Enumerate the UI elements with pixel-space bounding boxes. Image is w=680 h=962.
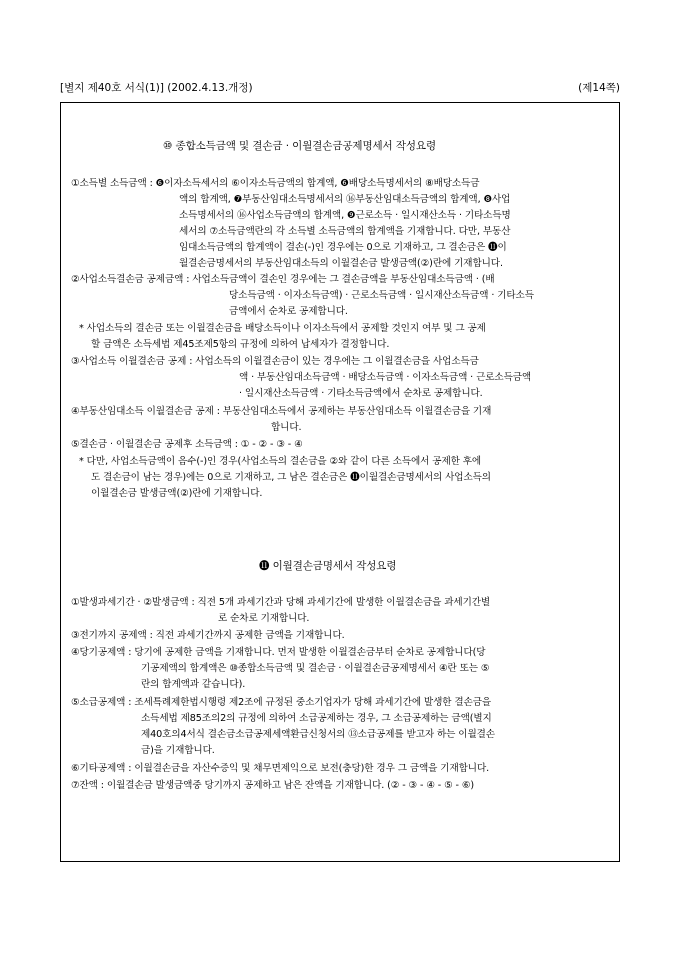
text-line: 기공제액의 합계액은 ⑩종합소득금액 및 결손금 · 이월결손금공제명세서 ④란 또는 ⑤ <box>141 663 490 674</box>
text-line: 금)을 기재합니다. <box>141 745 215 756</box>
note-line: 이월결손금 발생금액(②)란에 기재합니다. <box>91 488 263 499</box>
text-line: 소득명세서의 ⑯사업소득금액의 합계액, ❾근로소득 · 일시재산소득 · 기타소득명 <box>179 210 511 221</box>
text-line: ⑦잔액 : 이월결손금 발생금액중 당기까지 공제하고 남은 잔액을 기재합니다. (② - ③ - ④ - ⑤ - ⑥) <box>71 780 474 791</box>
note-line: * 사업소득의 결손금 또는 이월결손금을 배당소득이나 이자소득에서 공제할 것인지 여부 및 그 공제 <box>79 323 486 334</box>
text-line: ⑤결손금 · 이월결손금 공제후 소득금액 : ① - ② - ③ - ④ <box>71 439 303 450</box>
text-line: 제40호의4서식 결손금소급공제세액환급신청서의 ⑬소급공제를 받고자 하는 이월결손 <box>141 729 495 740</box>
text-line: 월결손금명세서의 부동산임대소득의 이월결손금 발생금액(②)란에 기재합니다. <box>179 258 503 269</box>
text-line: 금액에서 순차로 공제합니다. <box>229 306 348 317</box>
text-line: 당소득금액 · 이자소득금액) · 근로소득금액 · 일시재산소득금액 · 기타소득 <box>229 290 534 301</box>
text-line: 액 · 부동산임대소득금액 · 배당소득금액 · 이자소득금액 · 근로소득금액 <box>239 372 532 383</box>
text-line: 합니다. <box>271 422 302 433</box>
text-line: 로 순차로 기재합니다. <box>218 613 310 624</box>
page-header <box>60 80 620 96</box>
text-line: ④당기공제액 : 당기에 공제한 금액을 기재합니다. 먼저 발생한 이월결손금부터 순차로 공제합니다(당 <box>71 647 486 658</box>
text-line: ④부동산임대소득 이월결손금 공제 : 부동산임대소득에서 공제하는 부동산임대소득 이월결손금을 기재 <box>71 406 492 417</box>
text-line: 세서의 ⑦소득금액란의 각 소득별 소득금액의 합계액을 기재합니다. 다만, 부동산 <box>179 226 511 237</box>
form-label: [별지 제40호 서식(1)] (2002.4.13.개정) <box>60 82 253 94</box>
text-line: ⑥기타공제액 : 이월결손금을 자산수증익 및 채무면제익으로 보전(충당)한 경우 그 금액을 기재합니다. <box>71 763 490 774</box>
note-line: 도 결손금이 남는 경우)에는 0으로 기재하고, 그 남은 결손금은 ⓫이월결손금명세서의 사업소득의 <box>91 472 491 483</box>
section1-title: ⑩ 종합소득금액 및 결손금 · 이월결손금공제명세서 작성요령 <box>163 140 437 152</box>
page-number: (제14쪽) <box>578 82 620 94</box>
text-line: ⑤소급공제액 : 조세특례제한법시행령 제2조에 규정된 중소기업자가 당해 과세기간에 발생한 결손금을 <box>71 697 492 708</box>
section2-title: ⓫ 이월결손금명세서 작성요령 <box>259 560 397 572</box>
text-line: 임대소득금액의 합계액이 결손(-)인 경우에는 0으로 기재하고, 그 결손금은 ⓫이 <box>179 242 507 253</box>
note-line: 할 금액은 소득세법 제45조제5항의 규정에 의하여 납세자가 결정합니다. <box>91 339 390 350</box>
text-line: 소득세법 제85조의2의 규정에 의하여 소급공제하는 경우, 그 소급공제하는 금액(별지 <box>141 713 492 724</box>
text-line: ②사업소득결손금 공제금액 : 사업소득금액이 결손인 경우에는 그 결손금액을 부동산임대소득금액 · (배 <box>71 274 495 285</box>
text-line: ①소득별 소득금액 : ❻이자소득세서의 ⑥이자소득금액의 합계액, ❻배당소득명세서의 ⑧배당소득금 <box>71 178 480 189</box>
text-line: 란의 합계액과 같습니다). <box>141 679 246 690</box>
text-line: · 일시재산소득금액 · 기타소득금액에서 순차로 공제합니다. <box>239 388 483 399</box>
note-line: * 다만, 사업소득금액이 음수(-)인 경우(사업소득의 결손금을 ②와 같이 다른 소득에서 공제한 후에 <box>79 456 482 467</box>
content-box <box>60 102 620 862</box>
text-line: 액의 합계액, ❼부동산임대소득명세서의 ⑯부동산임대소득금액의 합계액, ❽사업 <box>179 194 511 205</box>
text-line: ①발생과세기간 · ②발생금액 : 직전 5개 과세기간과 당해 과세기간에 발생한 이월결손금을 과세기간별 <box>71 597 491 608</box>
text-line: ③사업소득 이월결손금 공제 : 사업소득의 이월결손금이 있는 경우에는 그 이월결손금을 사업소득금 <box>71 356 479 367</box>
text-line: ③전기까지 공제액 : 직전 과세기간까지 공제한 금액을 기재합니다. <box>71 630 345 641</box>
